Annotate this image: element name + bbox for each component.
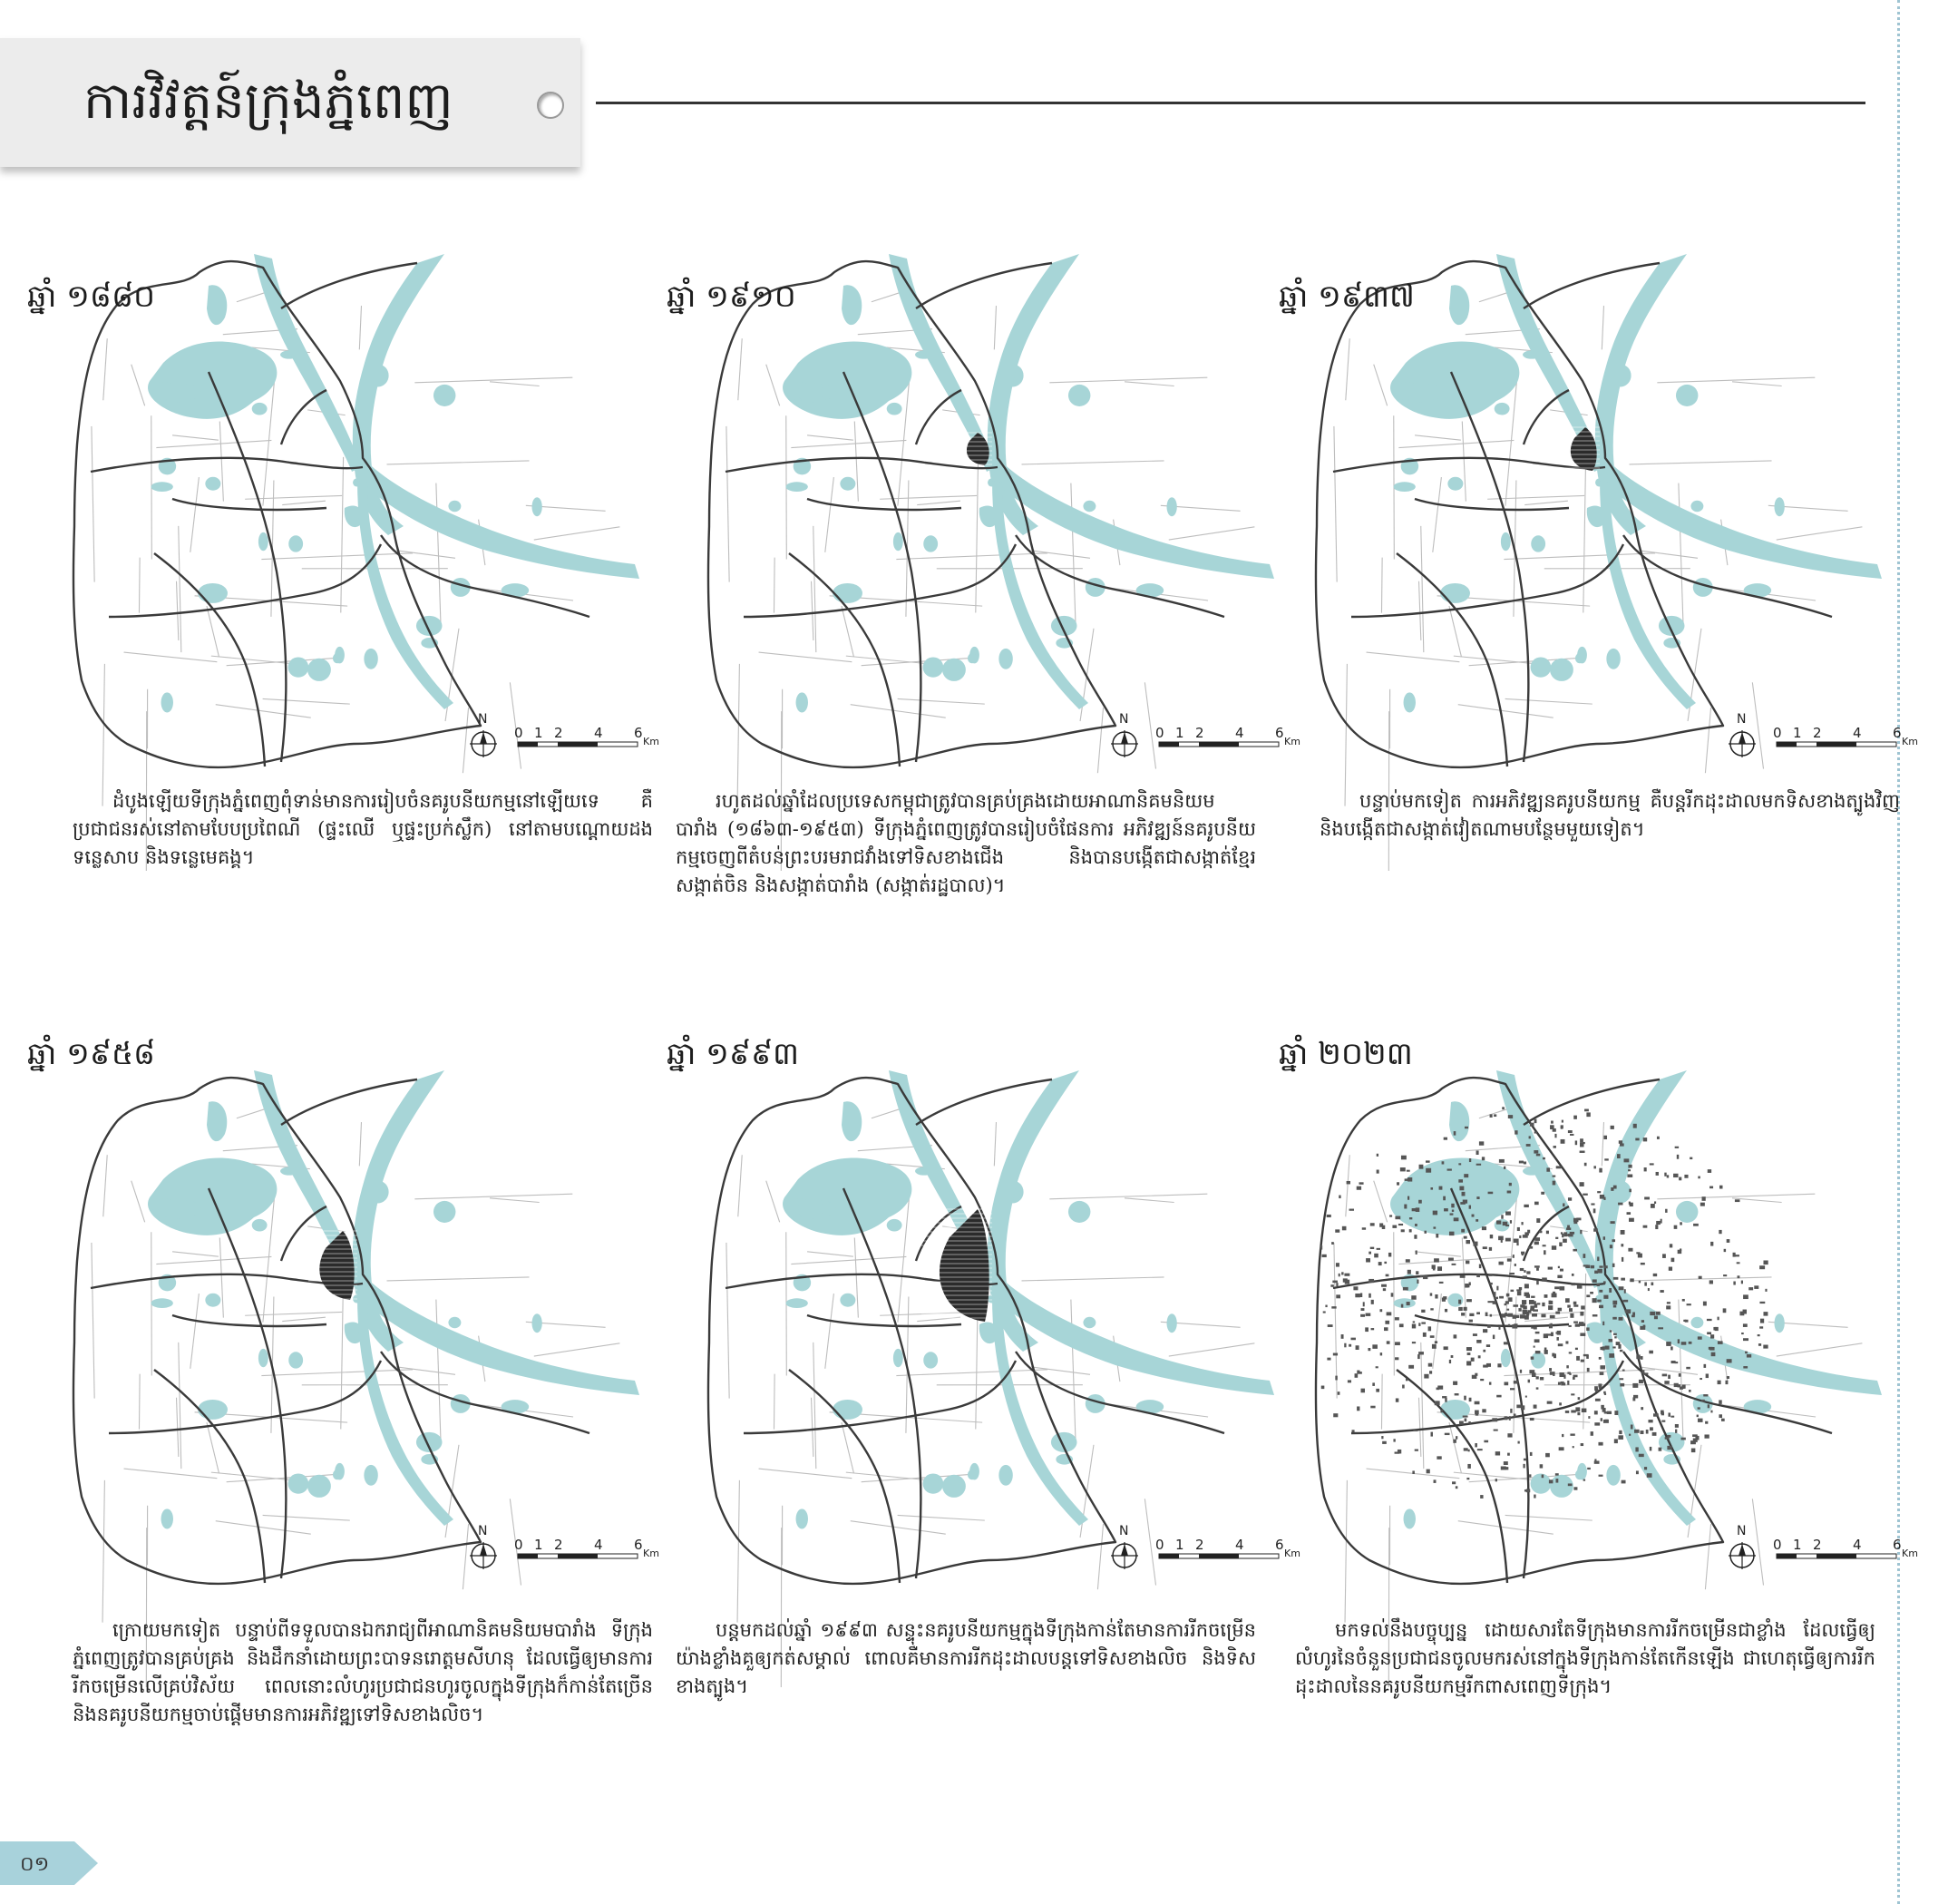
north-label: N <box>1737 712 1747 727</box>
rivers <box>889 254 1274 709</box>
scale-tick-label: 2 <box>1813 725 1822 741</box>
scale-tick-label: 0 <box>1155 725 1164 741</box>
scale-svg <box>467 712 689 763</box>
scale-tick-label: 4 <box>1853 1537 1862 1553</box>
scale-bar <box>467 1524 689 1575</box>
page-edge-dots <box>1897 0 1900 1904</box>
panel-caption: បន្ទាប់មកទៀត ការអភិវឌ្ឍនគរូបនីយកម្ម គឺបន្តរីកដុះដាលមកទិសខាងត្បូងវិញ និងបង្កើតជាសង្កាត់វៀតណាមបន្ថែមមួយទៀត។ <box>1320 790 1900 840</box>
scale-tick-label: 1 <box>1793 725 1802 741</box>
panel-year: ឆ្នាំ ១៩១០ <box>667 278 796 315</box>
scale-tick-label: 0 <box>1155 1537 1164 1553</box>
panel-caption: បន្តមកដល់ឆ្នាំ ១៩៩៣ សន្ទុះនគរូបនីយកម្មក្នុងទីក្រុងកាន់តែមានការរីកចម្រើនយ៉ាងខ្លាំងគួឲ្យកត់សម្គាល់ ពោលគឺមានការរីកដុះដាលបន្តទៅទិសខាងលិច និងទិសខាងត្បូង។ <box>676 1619 1256 1697</box>
north-label: N <box>1119 712 1129 727</box>
scale-tick-label: 6 <box>1893 725 1902 741</box>
scale-tick-label: 2 <box>554 1537 563 1553</box>
scale-svg <box>1726 1524 1948 1575</box>
scale-tick-label: 1 <box>1793 1537 1802 1553</box>
urban-footprint <box>308 1231 357 1300</box>
panel-year: ឆ្នាំ ១៩៩៣ <box>667 1036 800 1072</box>
major-roads <box>1316 261 1832 767</box>
scale-tick-label: 6 <box>634 1537 643 1553</box>
scale-tick-label: 0 <box>514 725 523 741</box>
scale-unit: Km <box>1284 736 1300 747</box>
scale-bar <box>1726 712 1948 763</box>
major-roads <box>708 1078 1224 1584</box>
scale-tick-label: 2 <box>554 725 563 741</box>
scale-tick-label: 0 <box>1773 725 1782 741</box>
page-title: ការវិវត្តន៍ក្រុងភ្នំពេញ <box>83 72 453 131</box>
north-label: N <box>478 712 488 727</box>
scale-tick-label: 4 <box>1235 1537 1244 1553</box>
scale-tick-label: 0 <box>1773 1537 1782 1553</box>
major-roads <box>708 261 1224 767</box>
scale-tick-label: 4 <box>594 725 603 741</box>
scale-tick-label: 4 <box>1853 725 1862 741</box>
scale-tick-label: 1 <box>1175 1537 1184 1553</box>
rivers <box>254 1070 639 1526</box>
panel-caption: ដំបូងឡើយទីក្រុងភ្នំពេញពុំទាន់មានការរៀបចំនគរូបនីយកម្មនៅឡើយទេ គឺប្រជាជនរស់នៅតាមបែបប្រពៃណី (ផ្ទះឈើ ឬផ្ទះប្រក់ស្លឹក) នៅតាមបណ្ដោយដងទន្លេសាប និងទន្លេមេគង្គ។ <box>73 790 653 868</box>
page-number-tab <box>0 1841 100 1885</box>
scale-unit: Km <box>643 736 659 747</box>
lakes <box>783 285 1177 712</box>
urban-core <box>319 1231 354 1300</box>
scale-unit: Km <box>643 1548 659 1559</box>
scale-tick-label: 1 <box>1175 725 1184 741</box>
tab-hole-icon <box>537 92 564 119</box>
rivers <box>254 254 639 709</box>
scale-tick-label: 6 <box>1275 725 1284 741</box>
urban-footprint <box>1563 427 1600 471</box>
scale-tick-label: 2 <box>1813 1537 1822 1553</box>
scale-tick-label: 6 <box>634 725 643 741</box>
urban-core <box>940 1209 989 1322</box>
page-number: ០១ <box>20 1853 50 1876</box>
urban-core <box>967 433 989 465</box>
panel-caption: មកទល់នឹងបច្ចុប្បន្ន ដោយសារតែទីក្រុងមានការរីកចម្រើនជាខ្លាំង ដែលធ្វើឲ្យលំហូរនៃចំនួនប្រជាជនចូលមករស់នៅក្នុងទីក្រុងកាន់តែកើនឡើង ជាហេតុធ្វើឲ្យការរីកដុះដាលនៃនគរូបនីយកម្មរីកពាសពេញទីក្រុង។ <box>1295 1619 1875 1697</box>
scale-tick-label: 1 <box>534 725 543 741</box>
scale-tick-label: 2 <box>1195 1537 1204 1553</box>
scale-unit: Km <box>1902 736 1918 747</box>
north-label: N <box>1119 1524 1129 1538</box>
scale-unit: Km <box>1902 1548 1918 1559</box>
header-rule <box>596 102 1865 104</box>
urban-core <box>1571 427 1597 471</box>
panel-year: ឆ្នាំ ១៨៨០ <box>27 278 156 315</box>
scale-svg <box>1726 712 1948 763</box>
north-label: N <box>1737 1524 1747 1538</box>
scale-tick-label: 6 <box>1893 1537 1902 1553</box>
rivers <box>1496 1070 1882 1526</box>
lakes <box>1390 285 1785 712</box>
scale-unit: Km <box>1284 1548 1300 1559</box>
panel-year: ឆ្នាំ ១៩៥៨ <box>27 1036 156 1072</box>
scale-tick-label: 0 <box>514 1537 523 1553</box>
panel-year: ឆ្នាំ ២០២៣ <box>1279 1036 1413 1072</box>
scale-svg <box>467 1524 689 1575</box>
lakes <box>148 1101 542 1528</box>
panel-year: ឆ្នាំ ១៩៣៧ <box>1279 278 1415 315</box>
scale-tick-label: 6 <box>1275 1537 1284 1553</box>
major-roads <box>73 1078 589 1584</box>
scale-tick-label: 2 <box>1195 725 1204 741</box>
lakes <box>1390 1101 1785 1528</box>
north-label: N <box>478 1524 488 1538</box>
major-roads <box>73 261 589 767</box>
rivers <box>1496 254 1882 709</box>
scale-bar <box>467 712 689 763</box>
scale-tick-label: 4 <box>594 1537 603 1553</box>
scale-tick-label: 1 <box>534 1537 543 1553</box>
panel-caption: រហូតដល់ឆ្នាំដែលប្រទេសកម្ពុជាត្រូវបានគ្រប់គ្រងដោយអាណានិគមនិយមបារាំង (១៨៦៣-១៩៥៣) ទីក្រុងភ្នំពេញត្រូវបានរៀបចំផែនការ អភិវឌ្ឍន៍នគរូបនីយកម្មចេញពីតំបន់ព្រះបរមរាជវាំងទៅទិសខាងជើង និងបានបង្កើតជាសង្កាត់ខ្មែរ សង្កាត់ចិន និងសង្កាត់បារាំង (សង្កាត់រដ្ឋបាល)។ <box>676 790 1256 896</box>
scale-tick-label: 4 <box>1235 725 1244 741</box>
scale-bar <box>1726 1524 1948 1575</box>
major-roads <box>1316 1078 1832 1584</box>
lakes <box>148 285 542 712</box>
panel-caption: ក្រោយមកទៀត បន្ទាប់ពីទទួលបានឯករាជ្យពីអាណានិគមនិយមបារាំង ទីក្រុងភ្នំពេញត្រូវបានគ្រប់គ្រង និងដឹកនាំដោយព្រះបាទនរោត្តមសីហនុ ដែលធ្វើឲ្យមានការរីកចម្រើនលើគ្រប់វិស័យ ពេលនោះលំហូរប្រជាជនហូរចូលក្នុងទីក្រុងក៏កាន់តែច្រើននិងនគរូបនីយកម្មចាប់ផ្ដើមមានការអភិវឌ្ឍទៅទិសខាងលិច។ <box>73 1619 653 1725</box>
